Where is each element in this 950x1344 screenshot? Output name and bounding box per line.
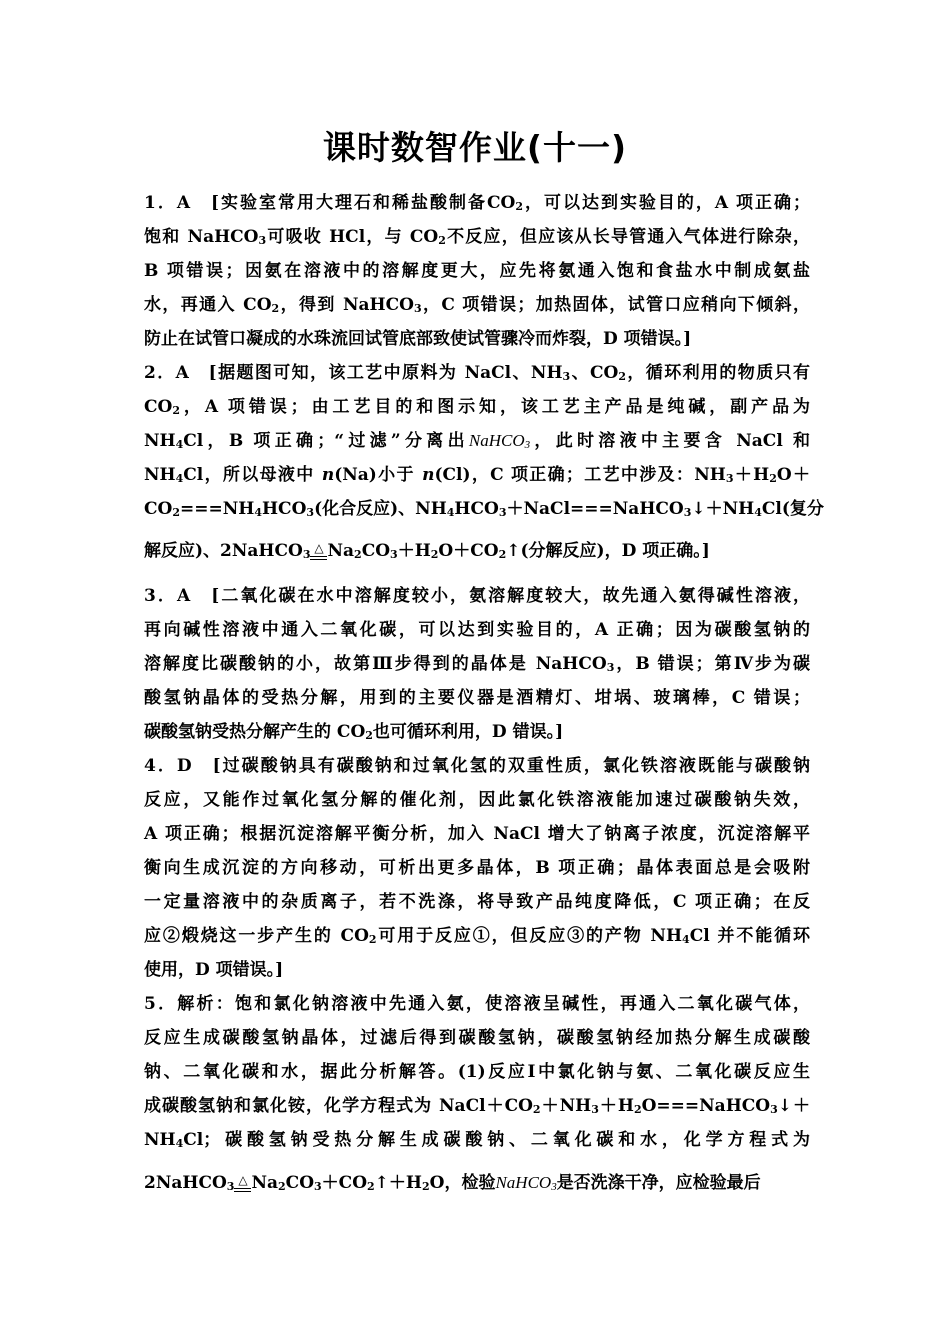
q4-line-1: 4．D [过碳酸钠具有碳酸钠和过氧化氢的双重性质，氯化铁溶液既能与碳酸钠 — [144, 756, 810, 776]
q1-line-5: 防止在试管口凝成的水珠流回试管底部致使试管骤冷而炸裂，D 项错误。] — [144, 329, 692, 349]
q3-line-2: 再向碱性溶液中通入二氧化碳，可以达到实验目的，A 正确；因为碳酸氢钠的 — [144, 620, 810, 640]
q2-line-3: $NH_4Cl$，B 项正确；“过滤”分离出NaHCO$_3$，此时溶液中主要含 NaCl 和 — [144, 431, 810, 451]
q5-line-6: 2NaHCO$_3$ △ $Na_2CO_3+CO_2↑+H_2O$，检验NaHCO$_3$是否洗涤干净，应检验最后 — [144, 1173, 761, 1193]
heat-symbol: △ — [310, 542, 327, 554]
page-title: 课时数智作业(十一) — [322, 128, 628, 167]
q5-line-4: 成碳酸氢钠和氯化铵，化学方程式为 $NaCl+CO_2+NH_3+H_2O===NaHCO_3↓+$ — [144, 1096, 810, 1116]
q5-line-2: 反应生成碳酸氢钠晶体，过滤后得到碳酸氢钠，碳酸氢钠经加热分解生成碳酸 — [144, 1028, 810, 1048]
q2-line-2: $CO_2$，A 项错误；由工艺目的和图示知，该工艺主产品是纯碱，副产品为 — [144, 397, 810, 417]
q4-line-5: 一定量溶液中的杂质离子，若不洗涤，将导致产品纯度降低，C 项正确；在反 — [144, 892, 810, 912]
q1-line-3: B 项错误；因氨在溶液中的溶解度更大，应先将氨通入饱和食盐水中制成氨盐 — [144, 261, 810, 281]
q3-line-5: 碳酸氢钠受热分解产生的 $CO_2$也可循环利用，D 错误。] — [144, 722, 564, 742]
q5-line-5: $NH_4Cl$；碳酸氢钠受热分解生成碳酸钠、二氧化碳和水，化学方程式为 — [144, 1130, 810, 1150]
heat-symbol: △ — [234, 1174, 251, 1186]
q3-line-3: 溶解度比碳酸钠的小，故第Ⅲ步得到的晶体是 NaHCO$_3$，B 错误；第Ⅳ步为碳 — [144, 654, 810, 674]
nahco3-formula: NaHCO$_3$ — [495, 1173, 557, 1193]
q4-line-6: 应②煅烧这一步产生的 $CO_2$可用于反应①，但反应③的产物 $NH_4Cl$ 并不能循环 — [144, 926, 810, 946]
q4-line-2: 反应，又能作过氧化氢分解的催化剂，因此氯化铁溶液能加速过碳酸钠失效， — [144, 790, 810, 810]
q4-line-3: A 项正确；根据沉淀溶解平衡分析，加入 NaCl 增大了钠离子浓度，沉淀溶解平 — [144, 824, 810, 844]
q5-line-3: 钠、二氧化碳和水，据此分析解答。(1)反应Ⅰ中氯化钠与氨、二氧化碳反应生 — [144, 1062, 810, 1082]
q1-line-1: 1．A [实验室常用大理石和稀盐酸制备$CO_2$，可以达到实验目的，A 项正确； — [144, 193, 811, 213]
q1-line-2: 饱和 NaHCO$_3$可吸收 HCl，与 $CO_2$不反应，但应该从长导管通入气体进行除杂， — [144, 227, 811, 247]
q2-line-5: $CO_2===NH_4HCO_3$(化合反应)、$NH_4HCO_3+NaCl===NaHCO_3↓+NH_4Cl$(复分 — [144, 499, 824, 519]
q2-line-6: 解反应)、2NaHCO$_3$ △ $Na_2CO_3+H_2O+CO_2↑$(分解反应)，D 项正确。] — [144, 541, 710, 561]
q3-line-4: 酸氢钠晶体的受热分解，用到的主要仪器是酒精灯、坩埚、玻璃棒，C 错误； — [144, 688, 810, 708]
nahco3-formula: NaHCO$_3$ — [468, 431, 531, 451]
q5-line-1: 5．解析：饱和氯化钠溶液中先通入氨，使溶液呈碱性，再通入二氧化碳气体， — [144, 994, 810, 1014]
document-body — [144, 188, 824, 1206]
q2-line-4: $NH_4Cl$，所以母液中 n(Na)小于 n(Cl)，C 项正确；工艺中涉及：$NH_3+H_2O+$ — [144, 465, 810, 485]
q2-line-1: 2．A [据题图可知，该工艺中原料为 NaCl、$NH_3$、$CO_2$，循环利用的物质只有 — [144, 363, 811, 383]
q4-line-4: 衡向生成沉淀的方向移动，可析出更多晶体，B 项正确；晶体表面总是会吸附 — [144, 858, 810, 878]
q1-line-4: 水，再通入 $CO_2$，得到 NaHCO$_3$，C 项错误；加热固体，试管口应稍向下倾斜， — [144, 295, 810, 315]
q3-line-1: 3．A [二氧化碳在水中溶解度较小，氨溶解度较大，故先通入氨得碱性溶液， — [144, 586, 810, 606]
q4-line-7: 使用，D 项错误。] — [144, 960, 284, 980]
